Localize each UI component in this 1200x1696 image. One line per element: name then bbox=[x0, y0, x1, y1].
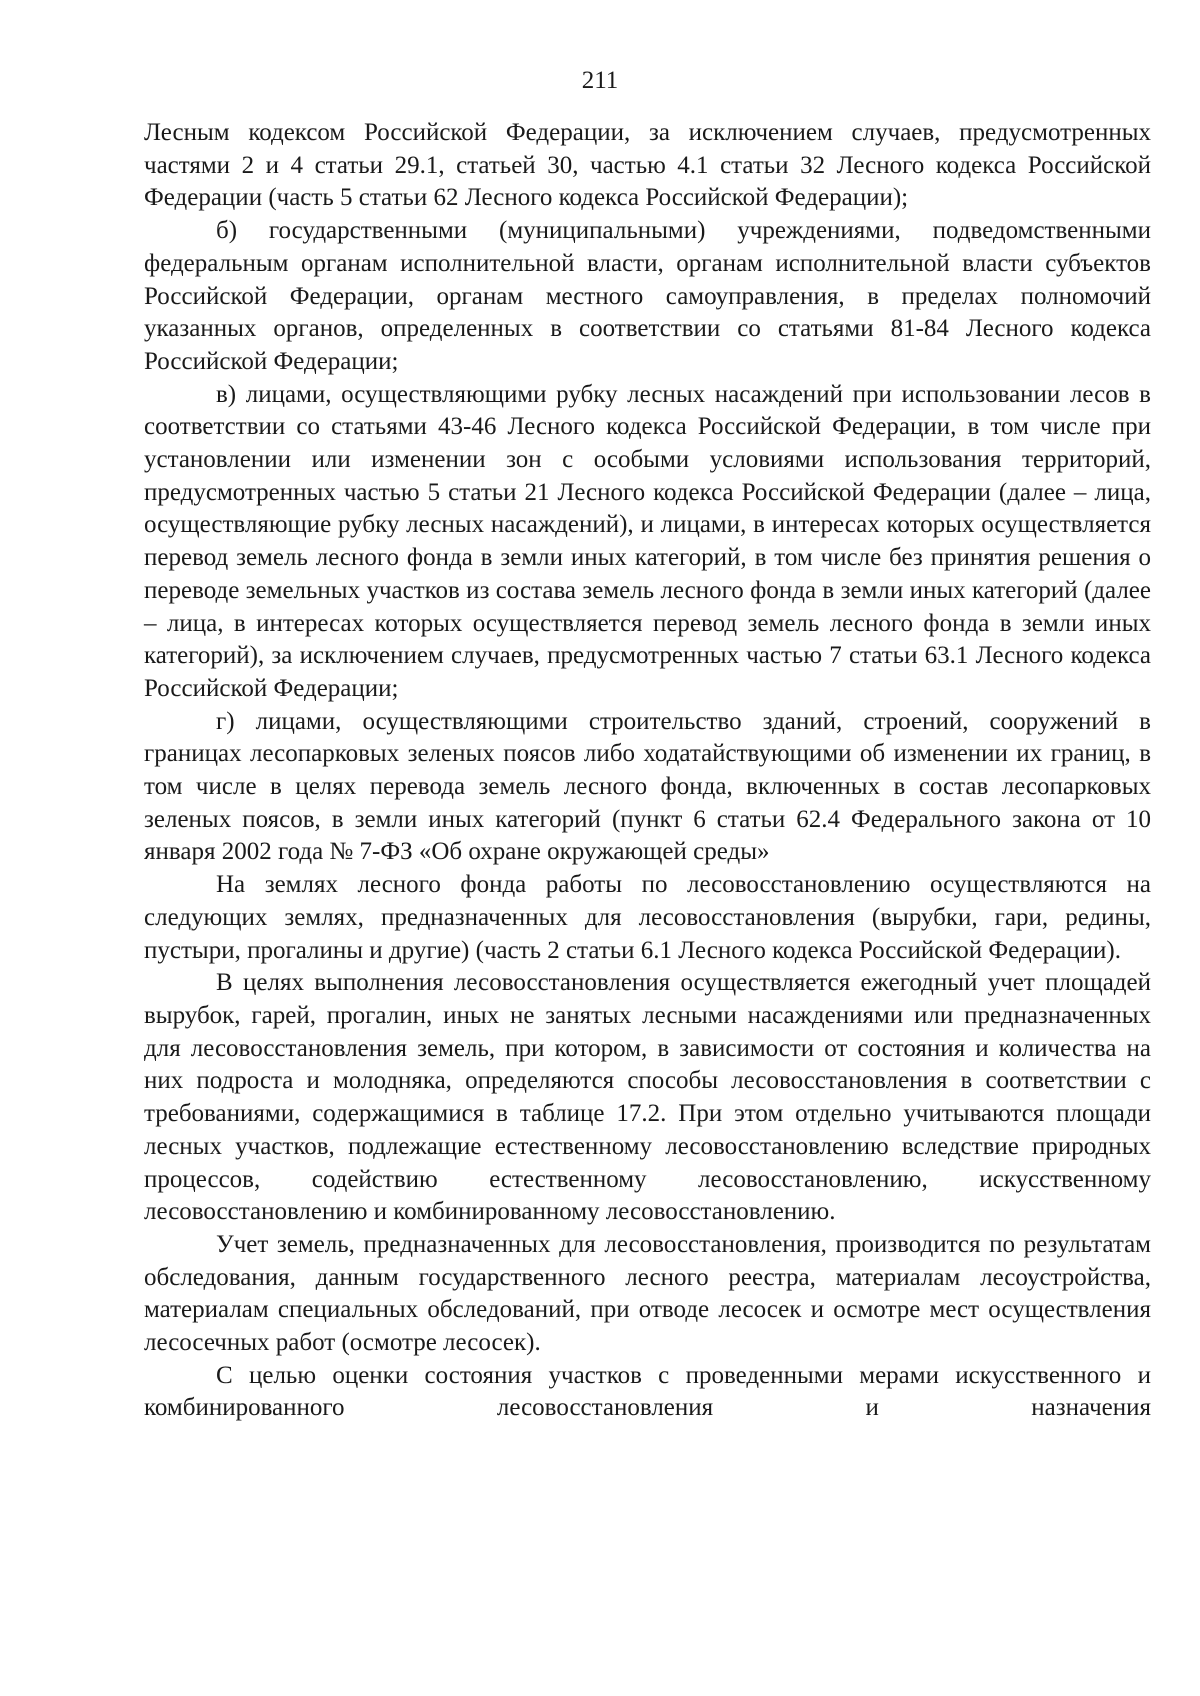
paragraph-continuation: Лесным кодексом Российской Федерации, за исключением случаев, предусмотренных частями 2 и 4 статьи 29.1, статьей 30, частью 4.1 статьи 32 Лесного кодекса Российской Федерации (часть 5 статьи 62 Лесного кодекса Российской Федерации); bbox=[144, 119, 1151, 212]
paragraph-annual-accounting: В целях выполнения лесовосстановления осуществляется ежегодный учет площадей вырубок, гарей, прогалин, иных не занятых лесными насаждениями или предназначенных для лесовосстановления земель, при котором, в зависимости от состояния и количества на них подроста и молодняка, определяются способы лесовосстановления в соответствии с требованиями, содержащимися в таблице 17.2. При этом отдельно учитываются площади лесных участков, подлежащие естественному лесовосстановлению вследствие природных процессов, содействию естественному лесовосстановлению, искусственному лесовосстановлению и комбинированному лесовосстановлению. bbox=[144, 969, 1151, 1226]
paragraph-forest-lands: На землях лесного фонда работы по лесовосстановлению осуществляются на следующих землях, предназначенных для лесовосстановления (вырубки, гари, редины, пустыри, прогалины и другие) (часть 2 статьи 6.1 Лесного кодекса Российской Федерации). bbox=[144, 871, 1151, 964]
document-body bbox=[144, 117, 1151, 1425]
page-number: 211 bbox=[581, 67, 619, 94]
paragraph-item-v: в) лицами, осуществляющими рубку лесных насаждений при использовании лесов в соответствии со статьями 43-46 Лесного кодекса Российской Федерации, в том числе при установлении или изменении зон с особыми условиями использования территорий, предусмотренных частью 5 статьи 21 Лесного кодекса Российской Федерации (далее – лица, осуществляющие рубку лесных насаждений), и лицами, в интересах которых осуществляется перевод земель лесного фонда в земли иных категорий, в том числе без принятия решения о переводе земельных участков из состава земель лесного фонда в земли иных категорий (далее – лица, в интересах которых осуществляется перевод земель лесного фонда в земли иных категорий), за исключением случаев, предусмотренных частью 7 статьи 63.1 Лесного кодекса Российской Федерации; bbox=[144, 380, 1151, 702]
paragraph-land-accounting: Учет земель, предназначенных для лесовосстановления, производится по результатам обследования, данным государственного лесного реестра, материалам лесоустройства, материалам специальных обследований, при отводе лесосек и осмотре мест осуществления лесосечных работ (осмотре лесосек). bbox=[144, 1230, 1151, 1357]
paragraph-item-b: б) государственными (муниципальными) учреждениями, подведомственными федеральным органам исполнительной власти, органам исполнительной власти субъектов Российской Федерации, органам местного самоуправления, в пределах полномочий указанных органов, определенных в соответствии со статьями 81-84 Лесного кодекса Российской Федерации; bbox=[144, 217, 1151, 375]
paragraph-item-g: г) лицами, осуществляющими строительство зданий, строений, сооружений в границах лесопарковых зеленых поясов либо ходатайствующими об изменении их границ, в том числе в целях перевода земель лесного фонда, включенных в состав лесопарковых зеленых поясов, в земли иных категорий (пункт 6 статьи 62.4 Федерального закона от 10 января 2002 года № 7-ФЗ «Об охране окружающей среды» bbox=[144, 707, 1151, 866]
paragraph-assessment: С целью оценки состояния участков с проведенными мерами искусственного и комбинированного лесовосстановления и назначения bbox=[144, 1361, 1151, 1422]
